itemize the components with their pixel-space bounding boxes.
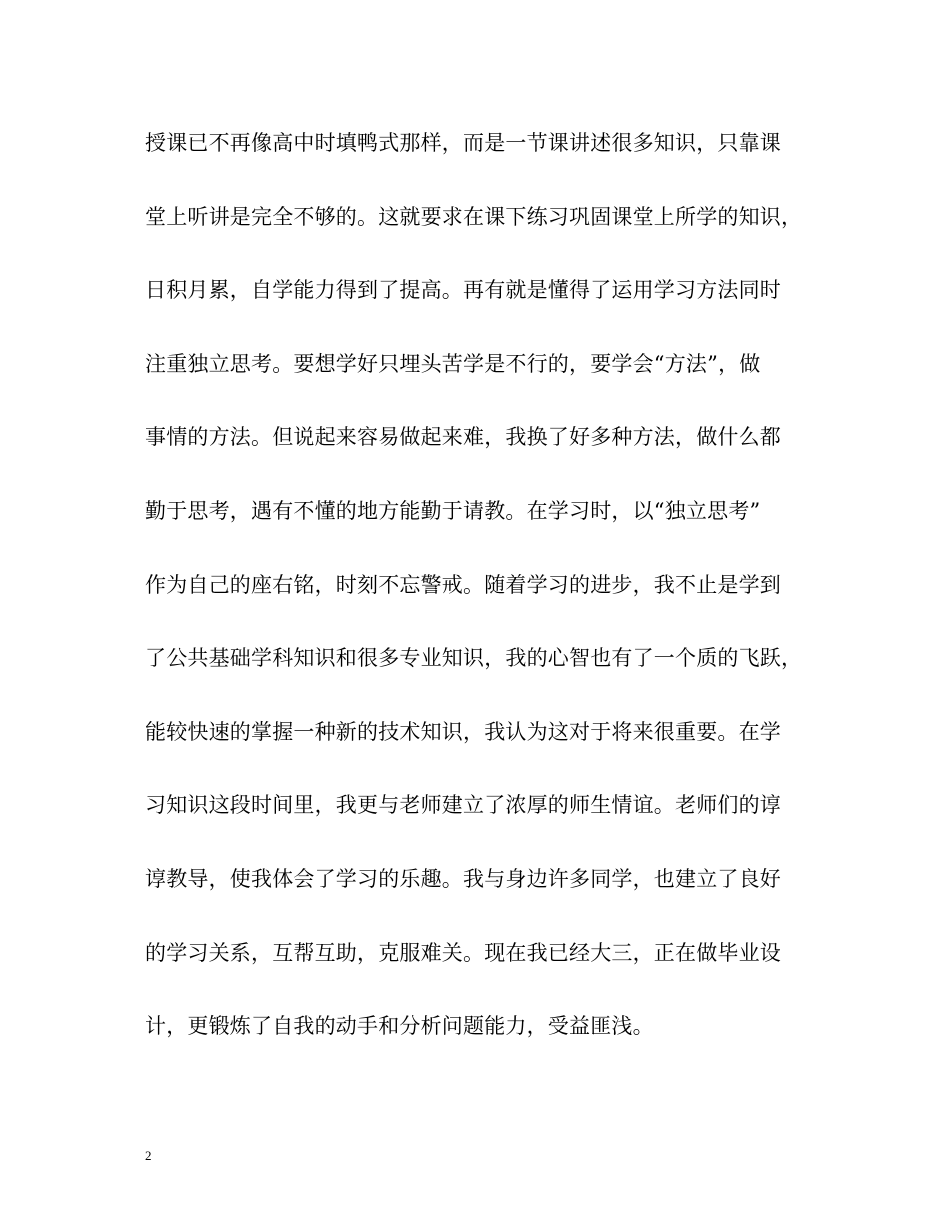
body-text [145,122,815,1079]
text-line-13: 计，更锻炼了自我的动手和分析问题能力，受益匪浅。 [145,1014,654,1039]
text-line-2: 堂上听讲是完全不够的。这就要求在课下练习巩固课堂上所学的知识， [145,204,803,229]
page-number: 2 [145,1148,152,1163]
text-line-11: 谆教导，使我体会了学习的乐趣。我与身边许多同学，也建立了良好 [145,866,781,891]
text-line-9: 能较快速的掌握一种新的技术知识，我认为这对于将来很重要。在学 [145,719,781,744]
text-line-3: 日积月累，自学能力得到了提高。再有就是懂得了运用学习方法同时 [145,278,781,303]
text-line-8: 了公共基础学科知识和很多专业知识，我的心智也有了一个质的飞跃， [145,646,803,671]
text-line-5: 事情的方法。但说起来容易做起来难，我换了好多种方法，做什么都 [145,425,781,450]
text-line-6: 勤于思考，遇有不懂的地方能勤于请教。在学习时，以“独立思考” [145,498,761,523]
text-line-4: 注重独立思考。要想学好只埋头苦学是不行的，要学会“方法”，做 [145,351,761,376]
text-line-7: 作为自己的座右铭，时刻不忘警戒。随着学习的进步，我不止是学到 [145,572,781,597]
text-line-1: 授课已不再像高中时填鸭式那样，而是一节课讲述很多知识，只靠课 [145,131,781,155]
text-line-10: 习知识这段时间里，我更与老师建立了浓厚的师生情谊。老师们的谆 [145,793,781,818]
text-line-12: 的学习关系，互帮互助，克服难关。现在我已经大三，正在做毕业设 [145,940,781,965]
